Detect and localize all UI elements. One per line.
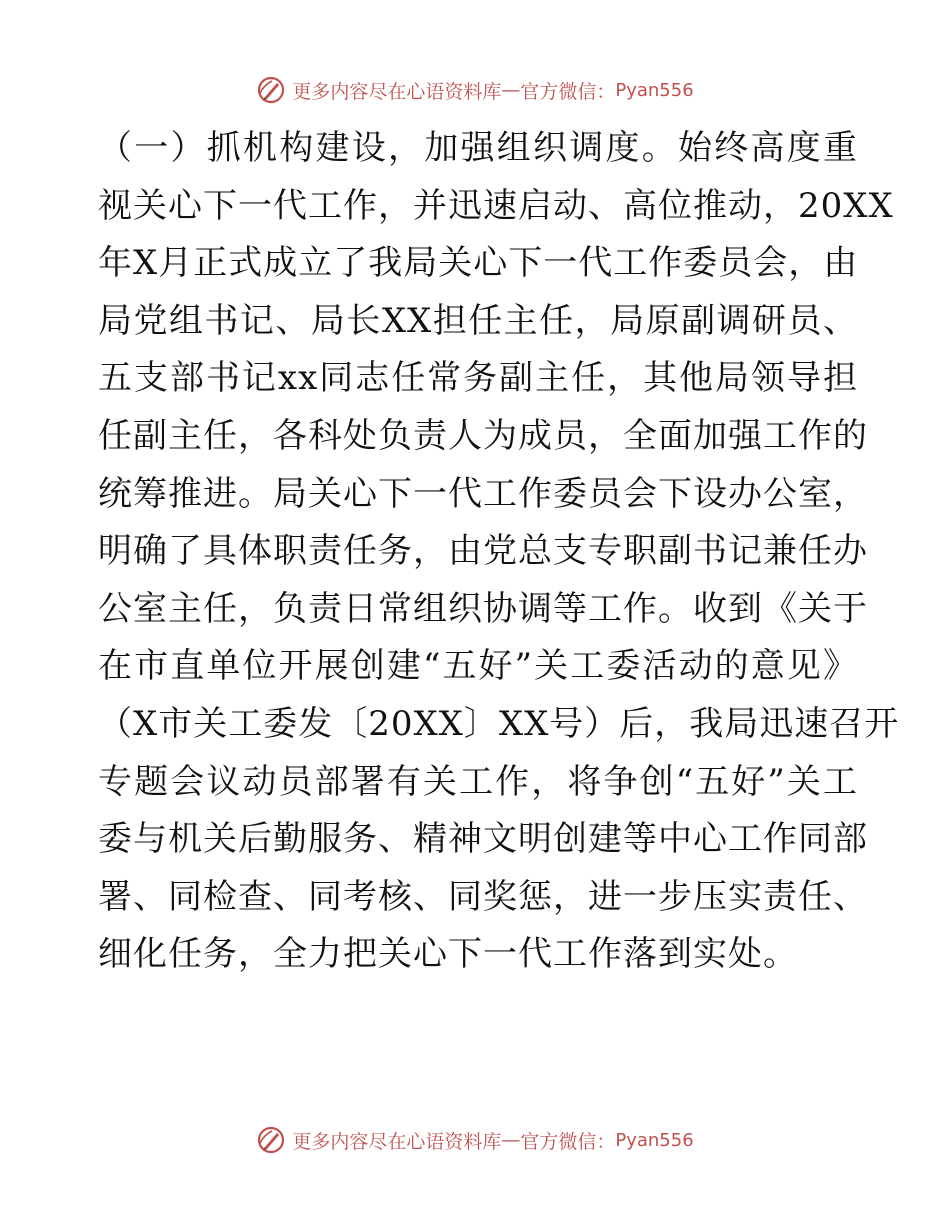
paragraph-line: 五支部书记xx同志任常务副主任，其他局领导担 xyxy=(98,358,858,399)
paragraph-line: 任副主任，各科处负责人为成员，全面加强工作的 xyxy=(98,415,868,456)
paragraph-line: 统筹推进。局关心下一代工作委员会下设办公室， xyxy=(98,473,868,514)
paragraph-line: 细化任务，全力把关心下一代工作落到实处。 xyxy=(98,934,798,975)
quill-pen-circle-icon xyxy=(256,1125,286,1155)
paragraph-line: （X市关工委发〔20XX〕XX号）后，我局迅速召开 xyxy=(98,703,900,744)
paragraph-line: 明确了具体职责任务，由党总支专职副书记兼任办 xyxy=(98,531,868,572)
paragraph-line: 视关心下一代工作，并迅速启动、高位推动，20XX xyxy=(98,185,894,226)
watermark-separator: — xyxy=(501,1129,521,1151)
footer-watermark xyxy=(0,1120,950,1160)
paragraph-line: 委与机关后勤服务、精神文明创建等中心工作同部 xyxy=(98,819,868,860)
paragraph-line: 署、同检查、同考核、同奖惩，进一步压实责任、 xyxy=(98,876,868,917)
watermark-contact-id: Pyan556 xyxy=(615,1129,694,1151)
paragraph-line: 年X月正式成立了我局关心下一代工作委员会，由 xyxy=(98,243,859,284)
watermark-separator: — xyxy=(501,79,521,101)
watermark-main-text: 更多内容尽在心语资料库 xyxy=(292,1130,502,1153)
paragraph-line: 公室主任，负责日常组织协调等工作。收到《关于 xyxy=(98,588,868,629)
watermark-main-text: 更多内容尽在心语资料库 xyxy=(292,80,502,103)
paragraph-line: 在市直单位开展创建“五好”关工委活动的意见》 xyxy=(98,646,858,687)
document-paragraph xyxy=(98,120,900,984)
paragraph-line: 局党组书记、局长XX担任主任，局原副调研员、 xyxy=(98,300,858,341)
quill-pen-circle-icon xyxy=(256,75,286,105)
paragraph-line: 专题会议动员部署有关工作，将争创“五好”关工 xyxy=(98,761,858,802)
paragraph-line: （一）抓机构建设，加强组织调度。始终高度重 xyxy=(98,128,858,168)
watermark-contact-label: 官方微信： xyxy=(520,80,616,103)
watermark-contact-id: Pyan556 xyxy=(615,79,694,101)
header-watermark xyxy=(0,70,950,110)
watermark-contact-label: 官方微信： xyxy=(520,1130,616,1153)
